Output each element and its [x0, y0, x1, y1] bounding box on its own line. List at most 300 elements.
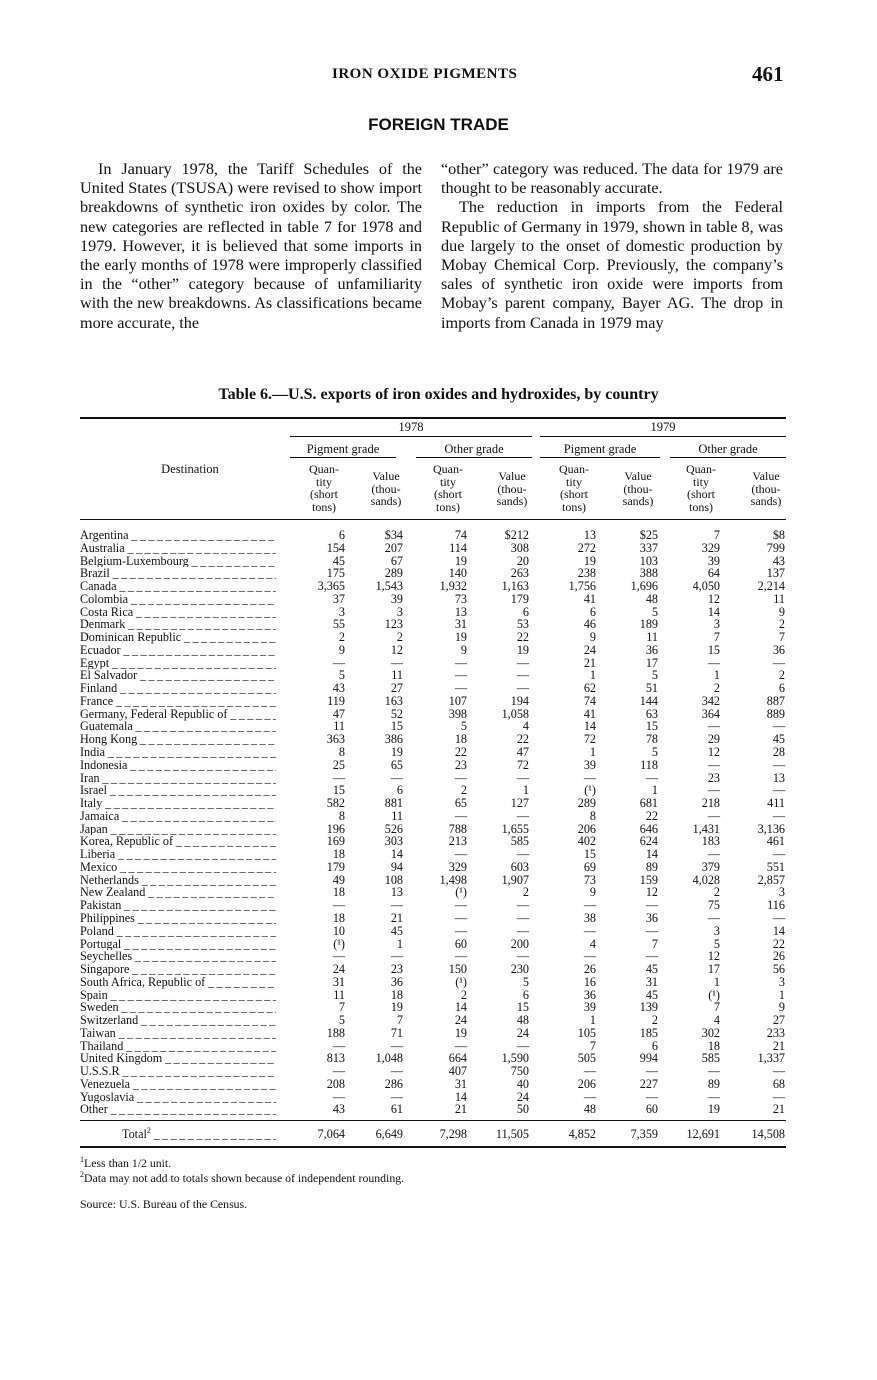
table-cell: 13 [772, 770, 785, 785]
table-row [0, 899, 877, 912]
table-cell: 40 [516, 1076, 529, 1091]
table-cell: 272 [577, 540, 596, 555]
total-rule [80, 1120, 786, 1121]
table-cell: 19 [583, 553, 596, 568]
table-cell: 103 [639, 553, 658, 568]
header-bottom-rule [80, 519, 786, 520]
table-cell: 185 [639, 1025, 658, 1040]
table-cell: 137 [766, 566, 785, 581]
table-cell: 5 [338, 668, 345, 683]
country-name: Italy _ _ _ [80, 797, 276, 810]
header-line: Quan- [433, 462, 463, 476]
table-cell: — [645, 949, 658, 964]
table-cell: 194 [510, 693, 529, 708]
table-cell: 22 [516, 630, 529, 645]
table-row [0, 1103, 877, 1116]
table-cell: 73 [454, 591, 467, 606]
table-cell: 37 [332, 591, 345, 606]
table-cell: 1,696 [630, 579, 658, 594]
header-line: tity [439, 474, 456, 489]
table-cell: 3 [338, 604, 345, 619]
table-cell: 289 [577, 796, 596, 811]
table-cell: 179 [326, 859, 345, 874]
table-cell: 73 [583, 872, 596, 887]
table-cell: 60 [645, 1102, 658, 1117]
table-cell: 43 [772, 553, 785, 568]
table-cell: 23 [390, 962, 403, 977]
table-cell: — [516, 847, 529, 862]
table-row [0, 784, 877, 797]
header-line: sands) [622, 494, 654, 508]
table-cell: 603 [510, 859, 529, 874]
table-cell: 48 [516, 1013, 529, 1028]
country-name: Iran _ _ _ [80, 772, 276, 785]
table-cell: 24 [583, 642, 596, 657]
table-row [0, 529, 877, 542]
table-cell: — [707, 757, 720, 772]
table-cell: 238 [577, 566, 596, 581]
total-value: 4,852 [568, 1127, 596, 1141]
table-cell: 24 [454, 1013, 467, 1028]
table-cell: 89 [707, 1076, 720, 1091]
table-cell: 1 [651, 783, 658, 798]
table-cell: 2 [460, 987, 467, 1002]
table-cell: 14 [583, 719, 596, 734]
table-cell: 8 [338, 808, 345, 823]
body-paragraph: The reduction in imports from the Federal Republic of Germany in 1979, shown in table 8, was due largely to the onset of domestic production by Mobay Chemical Corp. Previously, the company’s sales of synthetic iron oxide were imports from Mobay’s parent company, Bayer AG. The drop in imports from Canada in 1979 may [441, 198, 783, 332]
table-cell: — [772, 1089, 785, 1104]
table-cell: 4 [713, 1013, 720, 1028]
table-cell: 18 [707, 1038, 720, 1053]
table-cell: 329 [701, 540, 720, 555]
country-name: Thailand _ _ _ [80, 1040, 276, 1053]
table-cell: 36 [583, 987, 596, 1002]
header-line: Quan- [559, 462, 589, 476]
table-cell: 68 [772, 1076, 785, 1091]
table-cell: 14 [707, 604, 720, 619]
table-cell: 1,498 [439, 872, 467, 887]
header-line: Quan- [309, 462, 339, 476]
table-cell: 159 [639, 872, 658, 887]
table-cell: — [516, 770, 529, 785]
running-head [0, 64, 877, 88]
table-cell: 505 [577, 1051, 596, 1066]
country-name: Germany, Federal Republic of _ _ _ [80, 708, 276, 721]
table-cell: 1,932 [439, 579, 467, 594]
header-line: Value [752, 469, 780, 483]
table-cell: 363 [326, 732, 345, 747]
header-line: (thou- [623, 481, 653, 496]
table-row [0, 618, 877, 631]
table-cell: 1 [778, 987, 785, 1002]
table-cell: 65 [390, 757, 403, 772]
table-cell: 18 [390, 987, 403, 1002]
table-cell: 11 [391, 808, 403, 823]
table-cell: 16 [583, 974, 596, 989]
country-name: Colombia _ _ _ [80, 593, 276, 606]
table-row [0, 886, 877, 899]
table-cell: 11 [333, 719, 345, 734]
table-cell: $34 [384, 528, 403, 542]
value-header [610, 470, 666, 508]
table-cell: — [516, 898, 529, 913]
table-cell: 4 [522, 719, 529, 734]
table-cell: — [332, 1089, 345, 1104]
body-paragraph: In January 1978, the Tariff Schedules of the United States (TSUSA) were revised to show import breakdowns of synthetic iron oxides by color. The new categories are reflected in table 7 for 1978 and 1979. However, it is believed that some imports in the early months of 1978 were improperly classified in the “other” category because of unfamiliarity with the new breakdowns. As classifications became more accurate, the [80, 160, 422, 332]
quantity-header [673, 463, 729, 513]
table-cell: 163 [384, 693, 403, 708]
table-cell: — [332, 770, 345, 785]
table-cell: 45 [332, 553, 345, 568]
table-cell: — [390, 898, 403, 913]
table-cell: 15 [390, 719, 403, 734]
table-cell: 1 [396, 936, 403, 951]
table-cell: — [454, 655, 467, 670]
table-cell: — [454, 681, 467, 696]
table-cell: 114 [449, 540, 467, 555]
country-name: Pakistan _ _ _ [80, 899, 276, 912]
table-cell: 45 [645, 962, 658, 977]
table-cell: 14 [454, 1089, 467, 1104]
table-cell: 2 [338, 630, 345, 645]
table-cell: — [516, 910, 529, 925]
footnote-1 [80, 1156, 800, 1171]
country-name: U.S.S.R _ _ _ [80, 1065, 276, 1078]
table-cell: 72 [516, 757, 529, 772]
table-cell: — [332, 1064, 345, 1079]
body-column-left [80, 160, 422, 333]
table-cell: 7 [589, 1038, 596, 1053]
table-cell: — [707, 655, 720, 670]
country-name: Seychelles _ _ _ [80, 950, 276, 963]
table-cell: 206 [577, 821, 596, 836]
table-cell: 105 [577, 1025, 596, 1040]
table-cell: — [583, 923, 596, 938]
table-cell: — [454, 847, 467, 862]
table-cell: 9 [589, 630, 596, 645]
year-1979-rule [540, 436, 786, 437]
table-row [0, 835, 877, 848]
table-top-rule [80, 417, 786, 419]
table-cell: 21 [390, 910, 403, 925]
table-cell: 31 [454, 617, 467, 632]
table-row [0, 861, 877, 874]
table-cell: 6 [778, 681, 785, 696]
table-cell: 50 [516, 1102, 529, 1117]
table-cell: — [772, 757, 785, 772]
table-cell: 1,655 [501, 821, 529, 836]
table-row [0, 976, 877, 989]
table-cell: — [583, 1089, 596, 1104]
table-cell: 36 [772, 642, 785, 657]
table-cell: 20 [516, 553, 529, 568]
table-cell: 5 [460, 719, 467, 734]
quantity-header [420, 463, 476, 513]
table-cell: 227 [639, 1076, 658, 1091]
table-cell: — [772, 719, 785, 734]
table-cell: 881 [384, 796, 403, 811]
table-cell: 188 [326, 1025, 345, 1040]
table-cell: 302 [701, 1025, 720, 1040]
table-row [0, 567, 877, 580]
table-cell: 31 [454, 1076, 467, 1091]
total-value: 11,505 [495, 1127, 529, 1141]
table-cell: 6 [589, 604, 596, 619]
table-cell: — [772, 808, 785, 823]
footnote-mark: 2 [146, 1127, 151, 1135]
table-cell: (¹) [584, 783, 596, 798]
quantity-header [296, 463, 352, 513]
country-name: Netherlands _ _ _ [80, 874, 276, 887]
country-name: El Salvador _ _ _ [80, 669, 276, 682]
quantity-header [546, 463, 602, 513]
country-name: Switzerland _ _ _ [80, 1014, 276, 1027]
table-row [0, 759, 877, 772]
table-cell: 8 [338, 745, 345, 760]
table-cell: 6 [338, 528, 345, 542]
table-cell: — [390, 1089, 403, 1104]
table-cell: 139 [639, 1000, 658, 1015]
country-name: Denmark _ _ _ [80, 618, 276, 631]
table-cell: 308 [510, 540, 529, 555]
table-cell: 3 [713, 617, 720, 632]
table-cell: 15 [583, 847, 596, 862]
pigment-grade-1978-header: Pigment grade [306, 442, 380, 456]
table-row [0, 848, 877, 861]
total-value: 7,359 [630, 1127, 658, 1141]
table-cell: 5 [651, 668, 658, 683]
table-cell: 218 [701, 796, 720, 811]
table-cell: 15 [645, 719, 658, 734]
source-note: Source: U.S. Bureau of the Census. [80, 1197, 248, 1211]
table-row [0, 733, 877, 746]
table-cell: 67 [390, 553, 403, 568]
table-cell: — [707, 783, 720, 798]
footnote-mark: 1 [80, 1155, 84, 1165]
header-line: Value [372, 469, 400, 483]
country-name: Finland _ _ _ [80, 682, 276, 695]
table-cell: 31 [645, 974, 658, 989]
table-cell: — [645, 770, 658, 785]
table-cell: — [707, 910, 720, 925]
table-cell: 169 [326, 834, 345, 849]
table-cell: — [516, 808, 529, 823]
table-cell: 19 [454, 1025, 467, 1040]
country-name: France _ _ _ [80, 695, 276, 708]
table-cell: 526 [384, 821, 403, 836]
grade-rule [290, 457, 396, 458]
table-cell: 61 [390, 1102, 403, 1117]
table-body [0, 529, 877, 1116]
header-line: tity [315, 474, 332, 489]
table-cell: — [454, 668, 467, 683]
table-cell: 64 [707, 566, 720, 581]
table-cell: — [516, 681, 529, 696]
total-row [0, 1127, 877, 1141]
table-cell: 664 [448, 1051, 467, 1066]
table-cell: 51 [645, 681, 658, 696]
country-name: Korea, Republic of _ _ _ [80, 835, 276, 848]
table-cell: 49 [332, 872, 345, 887]
table-cell: 14 [390, 847, 403, 862]
table-cell: 21 [454, 1102, 467, 1117]
table-cell: 19 [516, 642, 529, 657]
table-row [0, 874, 877, 887]
table-cell: 24 [332, 962, 345, 977]
table-cell: 1,590 [501, 1051, 529, 1066]
table-cell: 3 [713, 923, 720, 938]
table-cell: 144 [639, 693, 658, 708]
table-row [0, 695, 877, 708]
table-cell: 12 [390, 642, 403, 657]
table-cell: 208 [326, 1076, 345, 1091]
table-cell: 56 [772, 962, 785, 977]
table-row [0, 669, 877, 682]
table-cell: — [645, 898, 658, 913]
table-cell: 13 [454, 604, 467, 619]
table-row [0, 657, 877, 670]
header-line: Quan- [686, 462, 716, 476]
table-cell: 15 [332, 783, 345, 798]
table-cell: 402 [577, 834, 596, 849]
table-cell: 1,337 [757, 1051, 785, 1066]
table-cell: 12 [707, 949, 720, 964]
table-cell: — [583, 770, 596, 785]
table-cell: — [645, 1064, 658, 1079]
table-cell: 263 [510, 566, 529, 581]
table-cell: — [707, 1089, 720, 1104]
table-cell: 585 [701, 1051, 720, 1066]
table-title: Table 6.—U.S. exports of iron oxides and hydroxides, by country [218, 386, 659, 403]
table-cell: 6 [522, 987, 529, 1002]
table-cell: 388 [639, 566, 658, 581]
year-1979-header: 1979 [650, 420, 676, 434]
table-cell: 14 [645, 847, 658, 862]
table-cell: 27 [390, 681, 403, 696]
footnote-2 [80, 1171, 800, 1186]
table-cell: 18 [332, 910, 345, 925]
table-cell: 9 [589, 885, 596, 900]
table-cell: 329 [448, 859, 467, 874]
table-row [0, 1014, 877, 1027]
table-cell: 681 [639, 796, 658, 811]
table-cell: — [772, 1064, 785, 1079]
country-name: Portugal _ _ _ [80, 938, 276, 951]
table-cell: 24 [516, 1089, 529, 1104]
table-cell: 28 [772, 745, 785, 760]
table-cell: 342 [701, 693, 720, 708]
table-cell: 14 [454, 1000, 467, 1015]
table-row [0, 720, 877, 733]
table-row [0, 810, 877, 823]
table-cell: 887 [766, 693, 785, 708]
table-cell: 123 [384, 617, 403, 632]
country-name: Poland _ _ _ [80, 925, 276, 938]
table-cell: — [772, 655, 785, 670]
table-cell: 11 [773, 591, 785, 606]
country-name: Other _ _ _ [80, 1103, 276, 1116]
table-cell: 1 [589, 1013, 596, 1028]
table-cell: 4,050 [692, 579, 720, 594]
table-cell: 63 [645, 706, 658, 721]
table-cell: — [645, 1089, 658, 1104]
table-cell: 994 [639, 1051, 658, 1066]
table-row [0, 542, 877, 555]
table-cell: 31 [332, 974, 345, 989]
body-paragraph: “other” category was reduced. The data for 1979 are thought to be reasonably accurate. [441, 160, 783, 198]
table-cell: — [454, 923, 467, 938]
table-cell: 189 [639, 617, 658, 632]
table-row [0, 823, 877, 836]
table-cell: 2 [460, 783, 467, 798]
table-cell: 11 [333, 987, 345, 1002]
table-cell: 1 [522, 783, 529, 798]
table-cell: — [583, 949, 596, 964]
table-cell: 379 [701, 859, 720, 874]
table-cell: 2 [713, 885, 720, 900]
country-name: Jamaica _ _ _ [80, 810, 276, 823]
table-cell: — [707, 847, 720, 862]
table-cell: 52 [390, 706, 403, 721]
table-cell: 11 [391, 668, 403, 683]
header-line: tons) [689, 499, 713, 514]
table-cell: 75 [707, 898, 720, 913]
table-cell: 5 [651, 745, 658, 760]
table-cell: — [772, 783, 785, 798]
country-name: Japan _ _ _ [80, 823, 276, 836]
table-cell: 2 [522, 885, 529, 900]
table-cell: 2 [651, 1013, 658, 1028]
table-row [0, 746, 877, 759]
table-cell: 6 [522, 604, 529, 619]
header-line: tons) [436, 499, 460, 514]
table-cell: 9 [778, 604, 785, 619]
table-cell: 6 [396, 783, 403, 798]
table-cell: — [454, 808, 467, 823]
table-cell: 15 [516, 1000, 529, 1015]
table-cell: 2 [778, 668, 785, 683]
country-name: Singapore _ _ _ [80, 963, 276, 976]
country-name: Argentina _ _ _ [80, 529, 276, 542]
section-title: FOREIGN TRADE [368, 115, 509, 134]
header-line: (short [310, 487, 338, 501]
table-cell: 15 [707, 642, 720, 657]
total-value: 7,298 [439, 1127, 467, 1141]
table-cell: 7 [713, 528, 720, 542]
table-cell: 289 [384, 566, 403, 581]
footnote-mark: 2 [80, 1169, 84, 1179]
table-row [0, 912, 877, 925]
table-cell: $212 [504, 528, 529, 542]
header-line: (short [434, 487, 462, 501]
table-cell: 5 [338, 1013, 345, 1028]
grade-rule [540, 457, 660, 458]
country-name: Canada _ _ _ [80, 580, 276, 593]
table-cell: 71 [390, 1025, 403, 1040]
table-row [0, 989, 877, 1002]
table-cell: — [454, 1038, 467, 1053]
table-cell: 1,431 [692, 821, 720, 836]
table-row [0, 1040, 877, 1053]
country-name: South Africa, Republic of _ _ _ [80, 976, 276, 989]
table-cell: 19 [390, 1000, 403, 1015]
table-cell: 21 [772, 1038, 785, 1053]
table-cell: 22 [516, 732, 529, 747]
table-cell: 22 [645, 808, 658, 823]
table-cell: 27 [772, 1013, 785, 1028]
table-cell: 41 [583, 591, 596, 606]
table-cell: 1,058 [501, 706, 529, 721]
